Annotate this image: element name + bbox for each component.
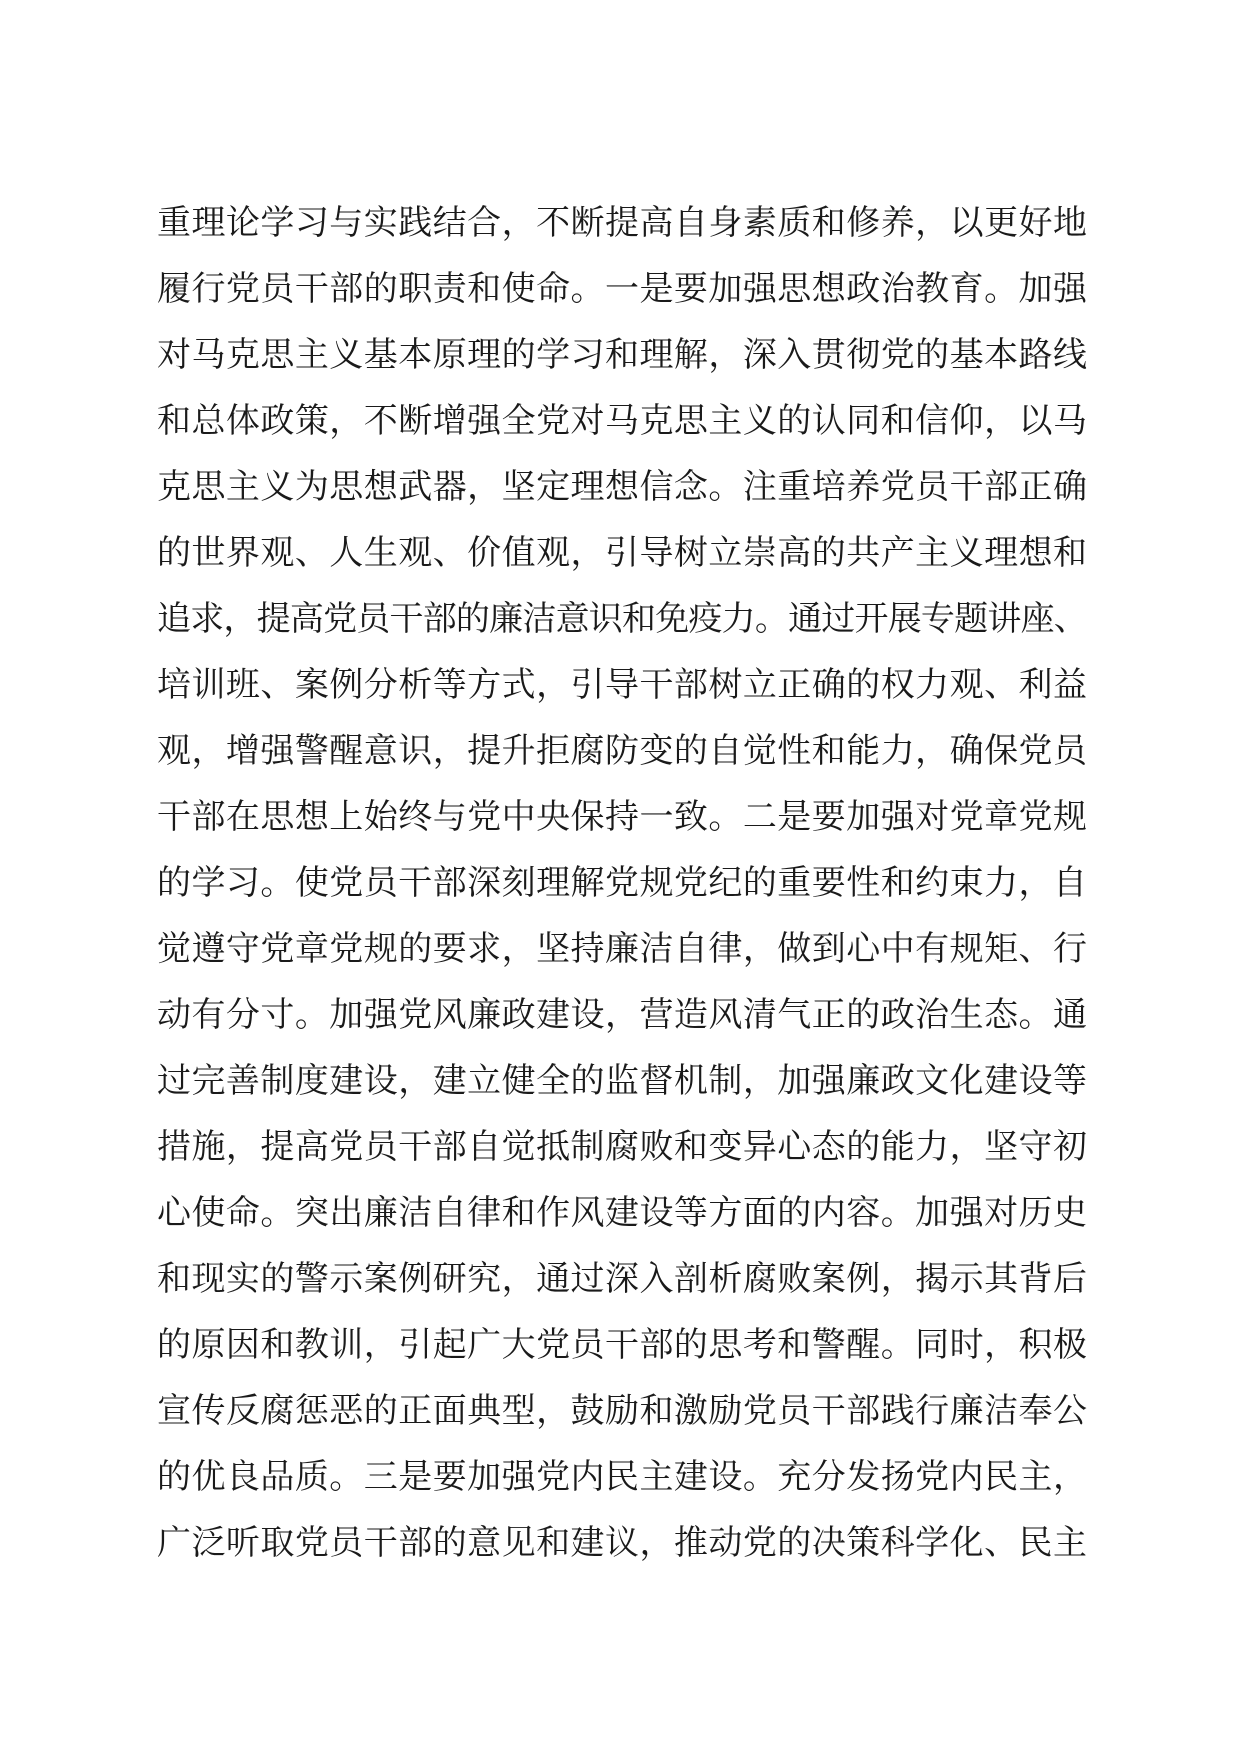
text-line-2: 履行党员干部的职责和使命。一是要加强思想政治教育。加强 xyxy=(157,269,1088,309)
text-line-3: 对马克思主义基本原理的学习和理解，深入贯彻党的基本路线 xyxy=(157,335,1088,375)
text-line-5: 克思主义为思想武器，坚定理想信念。注重培养党员干部正确 xyxy=(157,467,1088,507)
body-text xyxy=(157,190,1087,1576)
text-line-6: 的世界观、人生观、价值观，引导树立崇高的共产主义理想和 xyxy=(157,533,1088,573)
text-line-19: 宣传反腐惩恶的正面典型，鼓励和激励党员干部践行廉洁奉公 xyxy=(157,1391,1088,1431)
text-line-8: 培训班、案例分析等方式，引导干部树立正确的权力观、利益 xyxy=(157,665,1088,705)
text-line-21: 广泛听取党员干部的意见和建议，推动党的决策科学化、民主 xyxy=(157,1523,1088,1563)
text-line-11: 的学习。使党员干部深刻理解党规党纪的重要性和约束力，自 xyxy=(157,863,1088,903)
text-line-20: 的优良品质。三是要加强党内民主建设。充分发扬党内民主， xyxy=(157,1457,1088,1497)
text-line-17: 和现实的警示案例研究，通过深入剖析腐败案例，揭示其背后 xyxy=(157,1259,1088,1299)
text-line-1: 重理论学习与实践结合，不断提高自身素质和修养，以更好地 xyxy=(157,203,1088,243)
text-line-18: 的原因和教训，引起广大党员干部的思考和警醒。同时，积极 xyxy=(157,1325,1088,1365)
text-line-16: 心使命。突出廉洁自律和作风建设等方面的内容。加强对历史 xyxy=(157,1193,1088,1233)
text-line-14: 过完善制度建设，建立健全的监督机制，加强廉政文化建设等 xyxy=(157,1061,1088,1101)
text-line-13: 动有分寸。加强党风廉政建设，营造风清气正的政治生态。通 xyxy=(157,995,1088,1035)
text-line-15: 措施，提高党员干部自觉抵制腐败和变异心态的能力，坚守初 xyxy=(157,1127,1088,1167)
text-line-12: 觉遵守党章党规的要求，坚持廉洁自律，做到心中有规矩、行 xyxy=(157,929,1088,969)
text-line-7: 追求，提高党员干部的廉洁意识和免疫力。通过开展专题讲座、 xyxy=(157,599,1087,639)
text-line-9: 观，增强警醒意识，提升拒腐防变的自觉性和能力，确保党员 xyxy=(157,731,1088,771)
text-line-10: 干部在思想上始终与党中央保持一致。二是要加强对党章党规 xyxy=(157,797,1088,837)
text-line-4: 和总体政策，不断增强全党对马克思主义的认同和信仰，以马 xyxy=(157,401,1088,441)
